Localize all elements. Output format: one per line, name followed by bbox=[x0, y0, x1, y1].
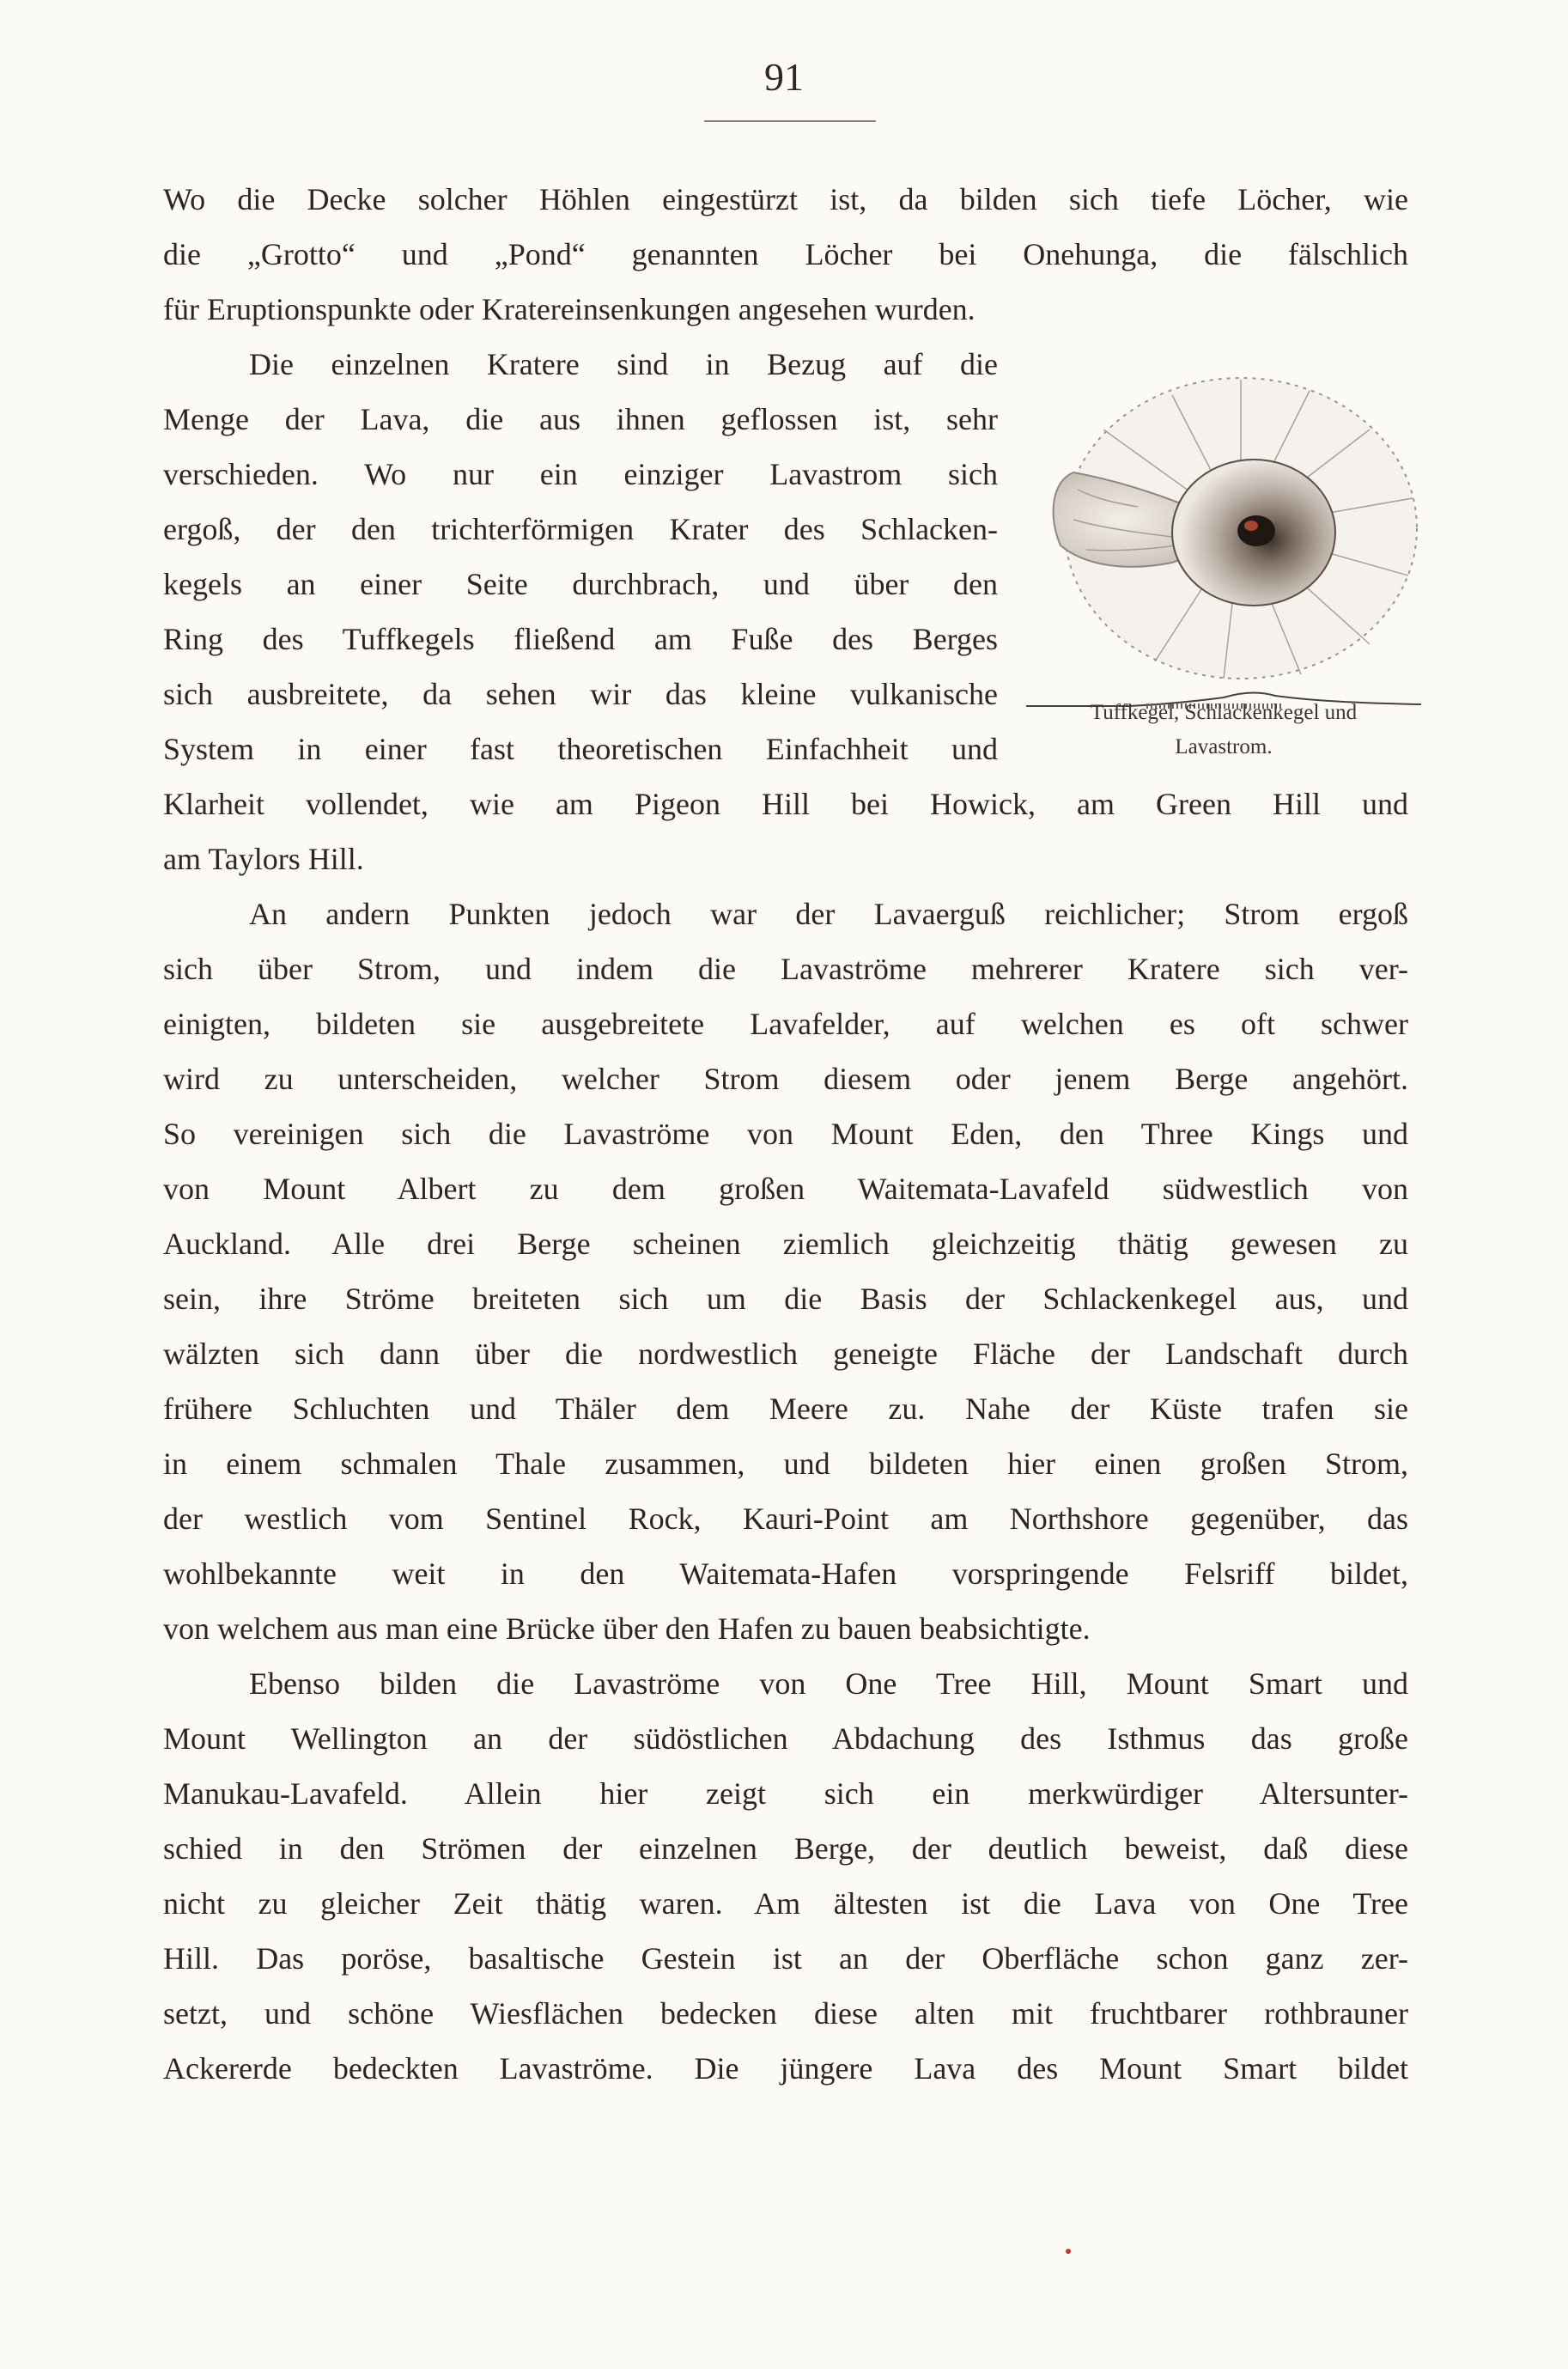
header-rule bbox=[704, 120, 876, 122]
text-line: am Taylors Hill. bbox=[163, 842, 364, 876]
text-line: von Mount Albert zu dem großen Waitemata-Lavafeld südwestlich von bbox=[163, 1172, 1408, 1206]
figure-caption-line: Tuffkegel, Schlackenkegel und bbox=[1090, 701, 1358, 724]
text-line: wohlbekannte weit in den Waitemata-Hafen vorspringende Felsriff bildet, bbox=[163, 1556, 1408, 1591]
crater-drawing bbox=[1026, 369, 1421, 713]
text-line: An andern Punkten jedoch war der Lavaerguß reichlicher; Strom ergoß bbox=[249, 897, 1408, 931]
text-line: So vereinigen sich die Lavaströme von Mount Eden, den Three Kings und bbox=[163, 1117, 1408, 1151]
text-line: Auckland. Alle drei Berge scheinen ziemlich gleichzeitig thätig gewesen zu bbox=[163, 1227, 1408, 1261]
text-line: frühere Schluchten und Thäler dem Meere zu. Nahe der Küste trafen sie bbox=[163, 1392, 1408, 1426]
page-number: 91 bbox=[764, 55, 804, 99]
text-line: Wo die Decke solcher Höhlen eingestürzt ist, da bilden sich tiefe Löcher, wie bbox=[163, 182, 1408, 216]
text-line: Mount Wellington an der südöstlichen Abdachung des Isthmus das große bbox=[163, 1721, 1408, 1756]
text-line: die „Grotto“ und „Pond“ genannten Löcher bei Onehunga, die fälschlich bbox=[163, 237, 1408, 271]
text-line: von welchem aus man eine Brücke über den Hafen zu bauen beabsichtigte. bbox=[163, 1611, 1091, 1646]
text-line: kegels an einer Seite durchbrach, und über den bbox=[163, 567, 998, 601]
text-line: in einem schmalen Thale zusammen, und bildeten hier einen großen Strom, bbox=[163, 1446, 1408, 1481]
text-line: setzt, und schöne Wiesflächen bedecken diese alten mit fruchtbarer rothbrauner bbox=[163, 1996, 1408, 2031]
text-line: ergoß, der den trichterförmigen Krater des Schlacken- bbox=[163, 512, 998, 546]
tuff-cone-crater-illustration bbox=[1026, 369, 1421, 713]
text-line: sein, ihre Ströme breiteten sich um die Basis der Schlackenkegel aus, und bbox=[163, 1282, 1408, 1316]
figure-caption-line: Lavastrom. bbox=[1175, 735, 1273, 758]
stray-mark bbox=[1066, 2249, 1071, 2254]
text-line: Menge der Lava, die aus ihnen geflossen ist, sehr bbox=[163, 402, 998, 436]
text-line: Hill. Das poröse, basaltische Gestein ist an der Oberfläche schon ganz zer- bbox=[163, 1941, 1408, 1976]
text-line: Ackererde bedeckten Lavaströme. Die jüngere Lava des Mount Smart bildet bbox=[163, 2051, 1408, 2086]
text-line: schied in den Strömen der einzelnen Berge, der deutlich beweist, daß diese bbox=[163, 1831, 1408, 1866]
text-line: Ebenso bilden die Lavaströme von One Tree Hill, Mount Smart und bbox=[249, 1666, 1408, 1701]
text-line: nicht zu gleicher Zeit thätig waren. Am ältesten ist die Lava von One Tree bbox=[163, 1886, 1408, 1921]
text-line: der westlich vom Sentinel Rock, Kauri-Point am Northshore gegenüber, das bbox=[163, 1501, 1408, 1536]
text-line: sich ausbreitete, da sehen wir das kleine vulkanische bbox=[163, 677, 998, 711]
text-line: für Eruptionspunkte oder Kratereinsenkungen angesehen wurden. bbox=[163, 292, 975, 326]
text-line: Klarheit vollendet, wie am Pigeon Hill bei Howick, am Green Hill und bbox=[163, 787, 1408, 821]
text-line: sich über Strom, und indem die Lavaströme mehrerer Kratere sich ver- bbox=[163, 952, 1408, 986]
text-line: Manukau-Lavafeld. Allein hier zeigt sich ein merkwürdiger Altersunter- bbox=[163, 1776, 1408, 1811]
text-line: wird zu unterscheiden, welcher Strom diesem oder jenem Berge angehört. bbox=[163, 1062, 1408, 1096]
text-line: Ring des Tuffkegels fließend am Fuße des Berges bbox=[163, 622, 998, 656]
text-line: verschieden. Wo nur ein einziger Lavastrom sich bbox=[163, 457, 998, 491]
text-line: wälzten sich dann über die nordwestlich geneigte Fläche der Landschaft durch bbox=[163, 1337, 1408, 1371]
text-line: Die einzelnen Kratere sind in Bezug auf die bbox=[249, 347, 998, 381]
text-line: einigten, bildeten sie ausgebreitete Lavafelder, auf welchen es oft schwer bbox=[163, 1007, 1408, 1041]
text-line: System in einer fast theoretischen Einfachheit und bbox=[163, 732, 998, 766]
